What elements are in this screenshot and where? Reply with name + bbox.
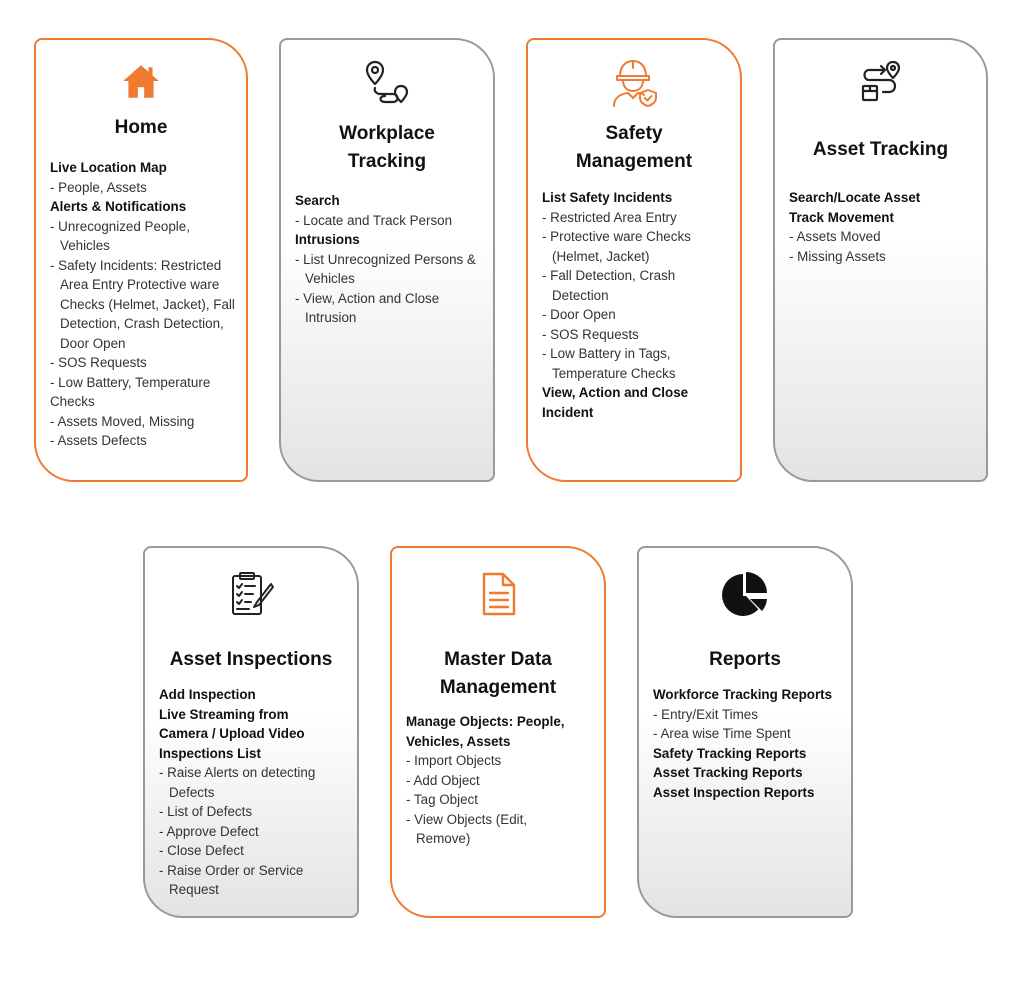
route-pin-icon <box>281 58 493 106</box>
pie-chart-icon <box>639 570 851 620</box>
card-title: Reports <box>709 649 781 670</box>
list-item: - SOS Requests <box>50 355 147 370</box>
list-item: - List of Defects <box>159 804 253 819</box>
list-item: - Assets Defects <box>50 433 147 448</box>
card-title: Asset Inspections <box>169 649 333 670</box>
safety-worker-icon <box>528 56 740 108</box>
card-home <box>34 38 248 482</box>
list-item: Search/Locate Asset <box>789 190 921 205</box>
card-title: Safety Management <box>575 123 693 172</box>
list-item: - Protective ware Checks (Helmet, Jacket) <box>542 229 691 264</box>
list-item: - Area wise Time Spent <box>653 726 791 741</box>
list-item: - Tag Object <box>406 792 478 807</box>
list-item: - Unrecognized People, Vehicles <box>50 218 190 253</box>
home-icon <box>36 60 246 102</box>
card-title: Master Data Management <box>439 649 557 698</box>
list-item: - Entry/Exit Times <box>653 706 758 722</box>
list-item: - Locate and Track Person <box>295 212 453 228</box>
list-item: Safety Tracking Reports <box>653 745 807 761</box>
card-items <box>295 191 487 328</box>
list-item: - Restricted Area Entry <box>542 209 677 225</box>
list-item: Live Streaming from Camera / Upload Video <box>159 706 305 741</box>
list-item: Manage Objects: People, Vehicles, Assets <box>406 714 565 749</box>
list-item: - Low Battery in Tags, Temperature Checks <box>542 346 676 381</box>
list-item: - Fall Detection, Crash Detection <box>542 268 676 303</box>
list-item: - Safety Incidents: Restricted Area Entry Protective ware Checks (Helmet, Jacket), Fall Detection, Crash Detection, Door Open <box>50 257 235 351</box>
list-item: View, Action and Close Incident <box>542 385 689 420</box>
card-safety-management <box>526 38 742 482</box>
list-item: List Safety Incidents <box>542 190 673 205</box>
card-workplace-tracking <box>279 38 495 482</box>
list-item: - Raise Alerts on detecting Defects <box>159 765 316 800</box>
card-items <box>789 188 980 266</box>
list-item: - Add Object <box>406 772 480 788</box>
list-item: - Low Battery, Temperature Checks <box>50 374 211 409</box>
asset-route-icon <box>775 58 986 106</box>
document-icon <box>392 570 604 618</box>
card-items <box>406 712 598 849</box>
list-item: - List Unrecognized Persons & Vehicles <box>295 251 476 286</box>
list-item: Workforce Tracking Reports <box>653 687 833 702</box>
list-item: - View Objects (Edit, Remove) <box>406 811 528 846</box>
list-item: - Missing Assets <box>789 248 886 264</box>
list-item: - View, Action and Close Intrusion <box>295 290 440 325</box>
list-item: Inspections List <box>159 745 261 761</box>
list-item: Asset Inspection Reports <box>653 784 815 800</box>
list-item: - Import Objects <box>406 753 502 768</box>
list-item: - Raise Order or Service Request <box>159 862 304 897</box>
clipboard-checklist-icon <box>145 570 357 618</box>
card-title: Workplace Tracking <box>339 123 435 172</box>
list-item: - Assets Moved, Missing <box>50 413 195 429</box>
list-item: Live Location Map <box>50 160 167 175</box>
list-item: - Door Open <box>542 307 616 322</box>
list-item: Track Movement <box>789 209 894 225</box>
card-asset-inspections <box>143 546 359 918</box>
card-master-data-management <box>390 546 606 918</box>
list-item: - People, Assets <box>50 179 147 195</box>
card-items <box>542 188 734 422</box>
card-title: Asset Tracking <box>812 139 949 160</box>
list-item: Add Inspection <box>159 687 256 702</box>
list-item: Asset Tracking Reports <box>653 765 803 780</box>
list-item: - Assets Moved <box>789 229 881 244</box>
list-item: Alerts & Notifications <box>50 199 187 214</box>
card-title: Home <box>114 117 168 138</box>
card-asset-tracking <box>773 38 988 482</box>
card-items <box>653 685 845 802</box>
list-item: Intrusions <box>295 232 360 247</box>
list-item: - Close Defect <box>159 843 244 858</box>
card-items <box>50 158 240 451</box>
list-item: Search <box>295 193 340 208</box>
list-item: - SOS Requests <box>542 326 639 342</box>
card-items <box>159 685 351 900</box>
card-reports <box>637 546 853 918</box>
list-item: - Approve Defect <box>159 823 259 839</box>
